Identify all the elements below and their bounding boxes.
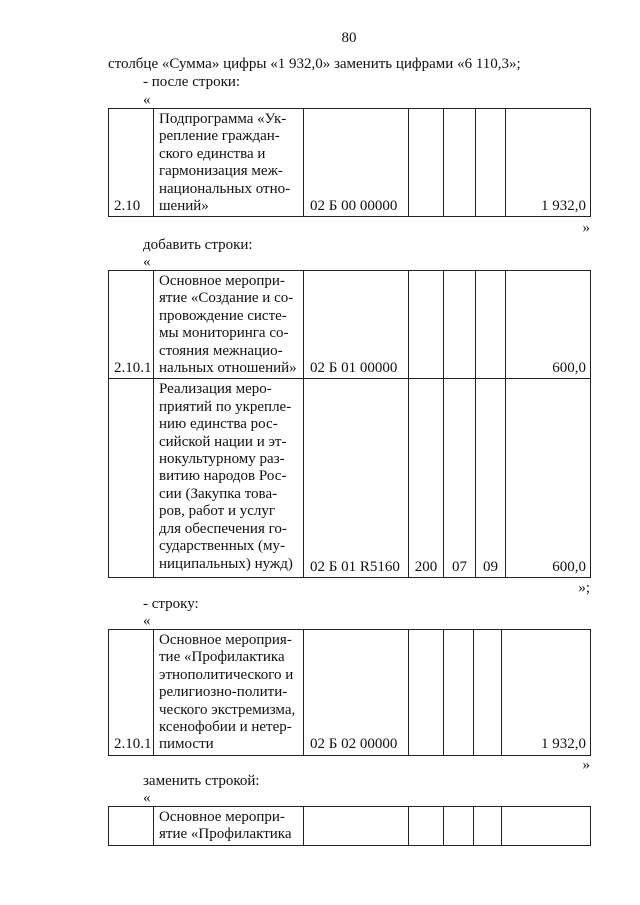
cell-small-1 — [409, 807, 444, 846]
table-replacement-row — [108, 806, 591, 846]
cell-small-3 — [474, 630, 502, 756]
table-original-row — [108, 108, 591, 217]
table-row — [109, 271, 591, 379]
table-added-rows — [108, 270, 591, 578]
instruction-row: - строку: — [143, 596, 199, 612]
table-row — [109, 109, 591, 217]
cell-sum: 1 932,0 — [506, 109, 591, 217]
cell-row-number: 2.10.1 — [109, 630, 154, 756]
open-quote: « — [143, 790, 151, 806]
cell-sum — [502, 807, 591, 846]
cell-small-1 — [409, 630, 444, 756]
cell-small-3 — [476, 109, 506, 217]
instruction-add-rows: добавить строки: — [143, 237, 253, 253]
cell-small-1 — [409, 271, 444, 379]
cell-code — [304, 807, 409, 846]
cell-small-2 — [444, 807, 474, 846]
close-quote: »; — [578, 580, 590, 596]
open-quote: « — [143, 92, 151, 108]
cell-name: Реализация меро- приятий по укрепле- нию единства рос- сийской нации и эт- нокультурному раз- витию народов Рос- сии (Закупка това- ров, работ и услуг для обеспечения го- сударственных (му- ниципальных) нужд) — [154, 379, 304, 578]
table-row-to-replace — [108, 629, 591, 756]
cell-row-number: 2.10.1 — [109, 271, 154, 379]
cell-small-2 — [444, 109, 476, 217]
cell-name: Основное мероприя- тие «Профилактика этнополитического и религиозно-полити- ческого экстремизма, ксенофобии и нетер- пимости — [154, 630, 304, 756]
cell-small-3 — [476, 271, 506, 379]
cell-small-3 — [474, 807, 502, 846]
cell-row-number — [109, 379, 154, 578]
page-number: 80 — [341, 30, 357, 46]
cell-name: Подпрограмма «Ук- репление граждан- ского единства и гармонизация меж- национальных отно- шений» — [154, 109, 304, 217]
cell-code: 02 Б 01 R5160 — [304, 379, 409, 578]
table-row — [109, 630, 591, 756]
cell-row-number: 2.10 — [109, 109, 154, 217]
cell-small-2 — [444, 271, 476, 379]
cell-sum: 1 932,0 — [502, 630, 591, 756]
intro-line: столбце «Сумма» цифры «1 932,0» заменить цифрами «6 110,3»; — [108, 56, 521, 72]
table-row — [109, 379, 591, 578]
open-quote: « — [143, 254, 151, 270]
open-quote: « — [143, 613, 151, 629]
close-quote: » — [582, 757, 590, 773]
cell-sum: 600,0 — [506, 271, 591, 379]
cell-small-1: 200 — [409, 379, 444, 578]
cell-small-2 — [444, 630, 474, 756]
cell-name: Основное меропри- ятие «Профилактика — [154, 807, 304, 846]
close-quote: » — [582, 220, 590, 236]
instruction-after-row: - после строки: — [143, 74, 241, 90]
cell-code: 02 Б 01 00000 — [304, 271, 409, 379]
cell-name: Основное меропри- ятие «Создание и со- провождение систе- мы мониторинга со- стояния межнацио- нальных отношений» — [154, 271, 304, 379]
cell-code: 02 Б 00 00000 — [304, 109, 409, 217]
table-row — [109, 807, 591, 846]
cell-small-3: 09 — [476, 379, 506, 578]
cell-sum: 600,0 — [506, 379, 591, 578]
cell-small-2: 07 — [444, 379, 476, 578]
instruction-replace-with: заменить строкой: — [143, 773, 260, 789]
cell-row-number — [109, 807, 154, 846]
cell-small-1 — [409, 109, 444, 217]
cell-code: 02 Б 02 00000 — [304, 630, 409, 756]
